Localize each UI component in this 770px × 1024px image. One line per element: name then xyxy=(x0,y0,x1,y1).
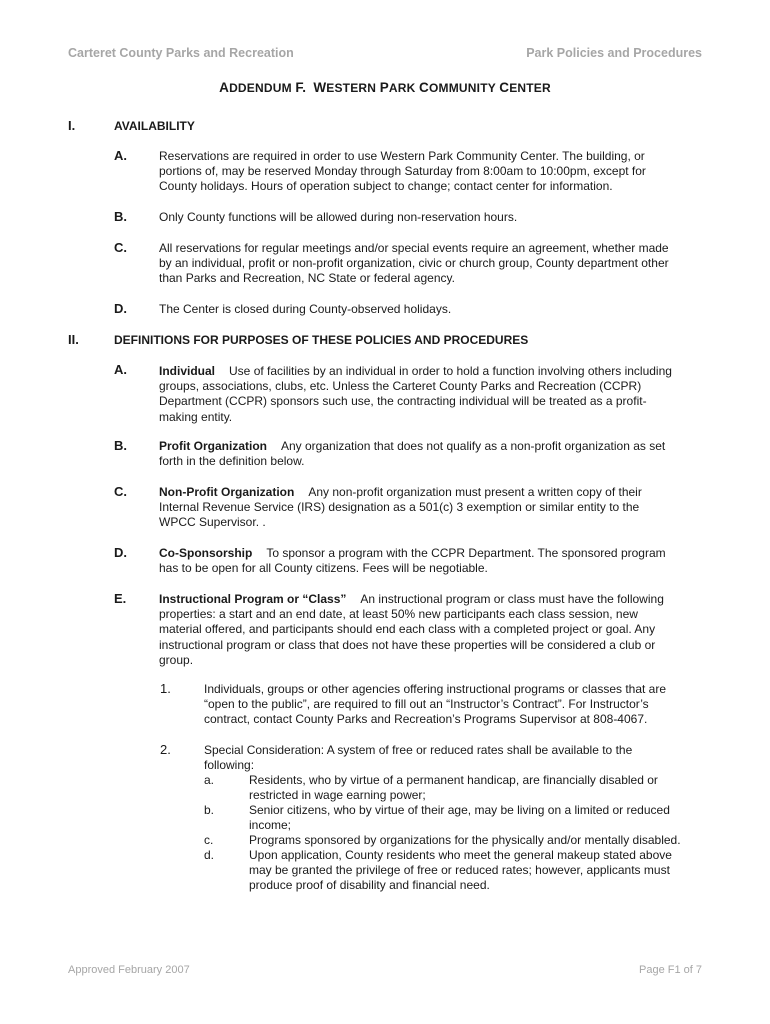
paragraph: Reservations are required in order to use Western Park Community Center. The building, or portions of, may be reserved Monday through Saturday from 8:00am to 10:00pm, except for County holidays. Hours of operation subject to change; contact center for information. xyxy=(159,149,646,194)
section-heading: AVAILABILITY xyxy=(114,119,195,133)
item-letter: D. xyxy=(114,301,127,316)
sub-item-letter: d. xyxy=(204,848,215,862)
item-number: 1. xyxy=(160,681,171,696)
item-number: 2. xyxy=(160,742,171,757)
definition-term: Instructional Program or “Class” xyxy=(159,592,347,606)
page-title: ADDENDUM F. WESTERN PARK COMMUNITY CENTER xyxy=(219,80,551,95)
definition-paragraph: Profit Organization Any organization that does not qualify as a non-profit organization as set forth in the definition below. xyxy=(159,439,666,469)
paragraph: Special Consideration: A system of free or reduced rates shall be available to the following: xyxy=(204,743,633,773)
paragraph: Individuals, groups or other agencies offering instructional programs or classes that are “open to the public”, are required to fill out an “Instructor’s Contract”. For Instructor’s contract, contact County Parks and Recreation’s Programs Supervisor at 808-4067. xyxy=(204,682,667,727)
paragraph: Only County functions will be allowed during non-reservation hours. xyxy=(159,210,518,224)
definition-paragraph: Individual Use of facilities by an individual in order to hold a function involving others including groups, associations, clubs, etc. Unless the Carteret County Parks and Recreation (CCPR) Department (CCPR) sponsors such use, the contracting individual will be treated as a profit- making entity. xyxy=(159,364,672,424)
sub-item-letter: c. xyxy=(204,833,214,847)
item-letter: B. xyxy=(114,438,127,453)
header-doc-title: Park Policies and Procedures xyxy=(526,46,702,60)
item-letter: C. xyxy=(114,484,127,499)
header-org: Carteret County Parks and Recreation xyxy=(68,46,294,60)
definition-term: Co-Sponsorship xyxy=(159,546,253,560)
item-letter: B. xyxy=(114,209,127,224)
definition-term: Individual xyxy=(159,364,216,378)
footer-approved: Approved February 2007 xyxy=(68,964,190,976)
definition-term: Non-Profit Organization xyxy=(159,485,295,499)
item-letter: A. xyxy=(114,362,127,377)
section-numeral: II. xyxy=(68,332,79,347)
sub-item-text: Programs sponsored by organizations for the physically and/or mentally disabled. xyxy=(249,833,681,847)
sub-item-text: Residents, who by virtue of a permanent handicap, are financially disabled or restricted in wage earning power; xyxy=(249,773,658,803)
definition-paragraph: Instructional Program or “Class” An instructional program or class must have the following properties: a start and an end date, at least 50% new participants each class session, new material offered, and participants should end each class with a completed project or goal. Any instructional program or class that does not have these properties will be considered a club or group. xyxy=(159,592,664,667)
paragraph: The Center is closed during County-observed holidays. xyxy=(159,302,452,316)
item-letter: C. xyxy=(114,240,127,255)
definition-paragraph: Non-Profit Organization Any non-profit organization must present a written copy of their Internal Revenue Service (IRS) designation as a 501(c) 3 exemption or similar entity to the WPCC Supervisor. . xyxy=(159,485,642,530)
definition-paragraph: Co-Sponsorship To sponsor a program with the CCPR Department. The sponsored program has to be open for all County citizens. Fees will be negotiable. xyxy=(159,546,666,576)
section-numeral: I. xyxy=(68,118,76,133)
sub-item-letter: a. xyxy=(204,773,215,787)
paragraph: All reservations for regular meetings and/or special events require an agreement, whether made by an individual, profit or non-profit organization, civic or church group, County department other than Parks and Recreation, NC State or federal agency. xyxy=(159,241,669,286)
item-letter: A. xyxy=(114,148,127,163)
item-letter: D. xyxy=(114,545,127,560)
sub-item-text: Senior citizens, who by virtue of their age, may be living on a limited or reduced income; xyxy=(249,803,670,833)
sub-item-letter: b. xyxy=(204,803,215,817)
sub-item-text: Upon application, County residents who meet the general makeup stated above may be granted the privilege of free or reduced rates; however, applicants must produce proof of disability and financial need. xyxy=(249,848,672,893)
definition-term: Profit Organization xyxy=(159,439,267,453)
item-letter: E. xyxy=(114,591,127,606)
section-heading: DEFINITIONS FOR PURPOSES OF THESE POLICIES AND PROCEDURES xyxy=(114,333,529,347)
footer-page-number: Page F1 of 7 xyxy=(639,964,702,976)
